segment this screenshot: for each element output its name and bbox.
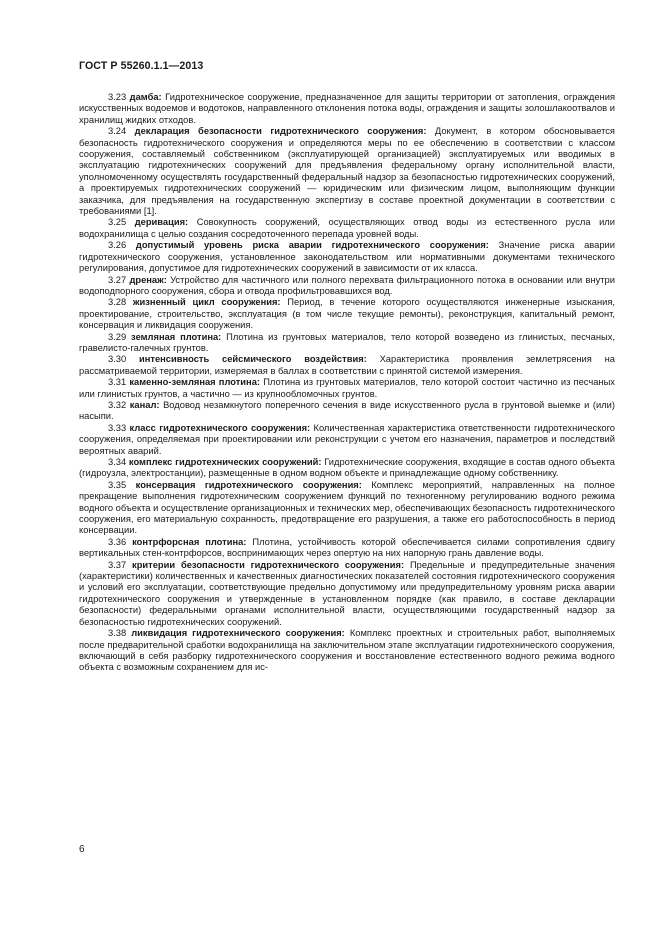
- entry-text: Плотина из грунтовых материалов, тело которой состоит частично из песчаных или глинистых грунтов, а частично — из крупнообломочных грунтов.: [79, 377, 615, 399]
- entry-term: класс гидротехнического сооружения:: [129, 422, 311, 433]
- entry-term: декларация безопасности гидротехнического сооружения:: [134, 126, 427, 137]
- entry-text: Значение риска аварии гидротехнического сооружения, установленное законодательством или нормативными документами технического регулирования, допустимое для гидротехнических сооружений в зависимости от их класса.: [79, 240, 615, 274]
- entry-number: 3.27: [108, 274, 127, 285]
- entry-text: Количественная характеристика ответственности гидротехнического сооружения, определяемая при проектировании или реконструкции с учетом его назначения, параметров и последствий вероятных аварий.: [79, 422, 615, 456]
- entry-number: 3.32: [108, 399, 127, 410]
- definition-entry: [79, 537, 615, 560]
- entry-number: 3.26: [108, 240, 127, 251]
- definition-entry: [79, 217, 615, 240]
- entry-number: 3.34: [108, 457, 127, 467]
- entry-number: 3.35: [108, 479, 127, 490]
- entry-number: 3.30: [108, 354, 127, 365]
- entry-term: каменно-земляная плотина:: [129, 377, 261, 388]
- entry-term: интенсивность сейсмического воздействия:: [138, 354, 367, 365]
- definition-entry: [79, 126, 615, 217]
- entry-term: дренаж:: [129, 274, 167, 285]
- entry-text: Комплекс мероприятий, направленных на полное прекращение выполнения гидротехническим сооружением функций по техногенному регулированию водного режима водного объекта и осуществление организационных и технических мер, обеспечивающих безопасность гидротехнического сооружения, его материальную сохранность, предотвращение его разрушения, а также его работоспособность в период консервации.: [79, 479, 615, 536]
- entry-text: Гидротехническое сооружение, предназначенное для защиты территории от затопления, ограждения искусственных водоемов и водотоков, направленного отклонения потока воды, ограждения и защиты золошлакоотвалов и хранилищ жидких отходов.: [79, 92, 615, 125]
- entry-number: 3.36: [108, 536, 127, 547]
- entry-term: канал:: [129, 399, 160, 410]
- definitions-list: [79, 92, 615, 674]
- entry-text: Характеристика проявления землетрясения на рассматриваемой территории, измеряемая в баллах в соответствии с принятой системой измерения.: [79, 354, 615, 376]
- entry-text: Водовод незамкнутого поперечного сечения в виде искусственного русла в грунтовой выемке и (или) насыпи.: [79, 399, 615, 422]
- entry-text: Плотина из грунтовых материалов, тело которой возведено из глинистых, песчаных, гравелисто-галечных грунтов.: [79, 331, 615, 353]
- entry-term: дамба:: [129, 92, 162, 102]
- document-header: ГОСТ Р 55260.1.1—2013: [79, 60, 204, 72]
- definition-entry: [79, 423, 615, 457]
- entry-term: ликвидация гидротехнического сооружения:: [131, 628, 345, 639]
- entry-term: деривация:: [134, 217, 189, 228]
- entry-number: 3.38: [108, 628, 127, 639]
- entry-text: Предельные и предупредительные значения (характеристики) количественных и качественных диагностических показателей состояния гидротехнического сооружения и условий его эксплуатации, соответствующие предельно допустимому или предупредительному уровням риска аварии гидротехнического сооружения и утвержденные в установленном порядке (как правило, в составе декларации безопасности) федеральными органами исполнительной власти, осуществляющими государственный надзор за безопасностью гидротехнических сооружений.: [79, 559, 615, 627]
- page-number: 6: [79, 844, 85, 855]
- definition-entry: [79, 92, 615, 126]
- entry-number: 3.29: [108, 331, 127, 342]
- entry-text: Гидротехнические сооружения, входящие в состав одного объекта (гидроузла, электростанции), размещенные в одном водном объекте и принадлежащие одному собственнику.: [79, 457, 615, 479]
- entry-term: контрфорсная плотина:: [132, 536, 247, 547]
- entry-text: Период, в течение которого осуществляются инженерные изыскания, проектирование, строительство, эксплуатация (в том числе текущие ремонты), реконструкция, капитальный ремонт, консервация и ликвидация сооружения.: [79, 297, 615, 331]
- definition-entry: [79, 480, 615, 537]
- entry-text: Комплекс проектных и строительных работ, выполняемых после предварительной сработки водохранилища на заключительном этапе эксплуатации гидротехнического сооружения, включающий в себя разборку гидротехнического сооружения и восстановление естественного водного режима водного объекта с возможным сохранением для ис-: [79, 628, 615, 673]
- entry-text: Устройство для частичного или полного перехвата фильтрационного потока в основании или внутри водоподпорного сооружения, сбора и отвода профильтровавшихся вод.: [79, 274, 615, 296]
- entry-number: 3.37: [108, 559, 127, 570]
- entry-term: консервация гидротехнического сооружения:: [135, 479, 362, 490]
- entry-text: Документ, в котором обосновывается безопасность гидротехнического сооружения и определяются меры по ее обеспечению в соответствии с классом сооружения, составляемый собственником (эксплуатирующей организацией) эксплуатируемых или вводимых в эксплуатацию гидротехнических сооружений для предъявления федеральному органу исполнительной власти, уполномоченному осуществлять государственный федеральный надзор за безопасностью гидротехнических сооружений, а проектируемых гидротехнических сооружений — юридическим или физическим лицом, выполняющим функции заказчика, для предъявления на государственную экспертизу в составе проектной документации в соответствии с требованиями [1].: [79, 126, 615, 217]
- entry-term: комплекс гидротехнических сооружений:: [128, 457, 322, 467]
- definition-entry: [79, 275, 615, 298]
- entry-text: Плотина, устойчивость которой обеспечивается силами сопротивления сдвигу вертикальных стен-контрфорсов, воспринимающих через опертую на них напорную грань давление воды.: [79, 536, 615, 559]
- entry-term: допустимый уровень риска аварии гидротехнического сооружения:: [135, 240, 489, 251]
- definition-entry: [79, 377, 615, 400]
- entry-number: 3.28: [108, 297, 127, 308]
- definition-entry: [79, 297, 615, 331]
- definition-entry: [79, 400, 615, 423]
- definition-entry: [79, 354, 615, 377]
- entry-number: 3.31: [108, 377, 127, 388]
- definition-entry: [79, 560, 615, 628]
- entry-text: Совокупность сооружений, осуществляющих отвод воды из естественного русла или водохранилища с целью создания сосредоточенного перепада уровней воды.: [79, 217, 615, 239]
- entry-number: 3.25: [108, 217, 127, 228]
- entry-term: земляная плотина:: [131, 331, 222, 342]
- entry-term: жизненный цикл сооружения:: [132, 297, 281, 308]
- entry-number: 3.23: [108, 92, 127, 102]
- definition-entry: [79, 628, 615, 674]
- entry-number: 3.33: [108, 422, 127, 433]
- definition-entry: [79, 332, 615, 355]
- definition-entry: [79, 457, 615, 480]
- definition-entry: [79, 240, 615, 274]
- entry-term: критерии безопасности гидротехнического сооружения:: [132, 559, 405, 570]
- entry-number: 3.24: [108, 126, 127, 137]
